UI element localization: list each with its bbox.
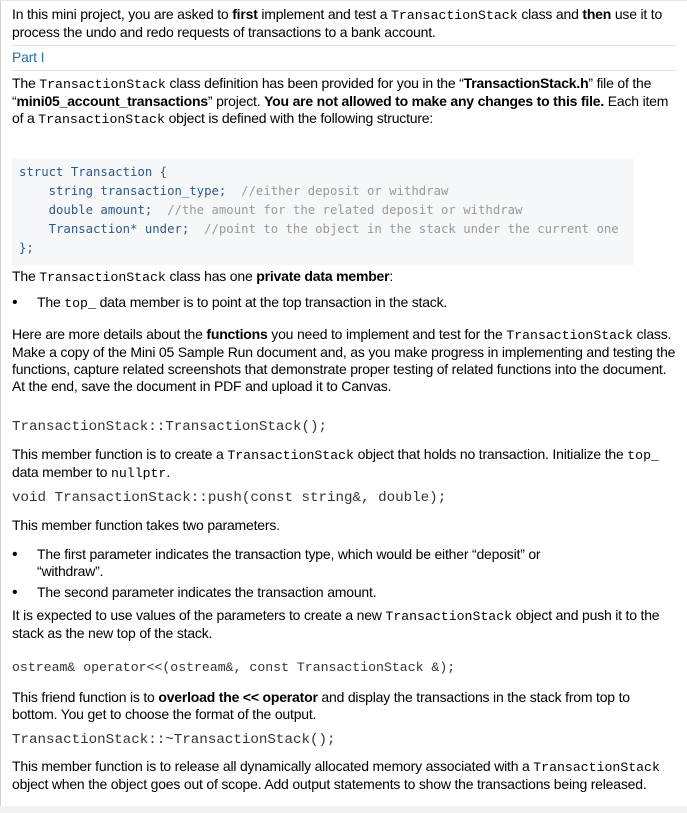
code-line: Transaction* under; //point to the object in the stack under the current one [19,222,619,236]
page-border [0,0,1,813]
code-comment: //the amount for the related deposit or withdraw [152,203,523,217]
constructor-description: This member function is to create a TransactionStack object that holds no transaction. Initialize the top_ data member to nullptr. [12,446,659,481]
part-heading: Part I [12,49,45,65]
push-param-bullet: The first parameter indicates the transaction type, which would be either “deposit” or “withdraw”. [37,546,541,579]
top-member-bullet: The top_ data member is to point at the top transaction in the stack. [37,294,448,311]
push-expectation-paragraph: It is expected to use values of the parameters to create a new TransactionStack object and push it to the stack as the new top of the stack. [12,607,660,641]
bullet-marker: • [12,584,18,601]
functions-details-paragraph: Here are more details about the functions you need to implement and test for the TransactionStack class. Make a copy of the Mini 05 Sample Run document and, as you make progress in implementing and testing the functions, capture related screenshots that demonstrate proper testing of related functions into the document. At the end, save the document in PDF and upload it to Canvas. [12,326,676,394]
private-member-paragraph: The TransactionStack class has one private data member: [12,268,394,285]
separator [12,45,676,46]
push-description: This member function takes two parameters. [12,517,280,533]
code-line: }; [19,241,34,255]
destructor-description: This member function is to release all dynamically allocated memory associated with a TransactionStack object when the object goes out of scope. Add output statements to show the transactions being released. [12,758,660,792]
operator-signature: ostream& operator<<(ostream&, const TransactionStack &); [12,660,456,675]
code-line: double amount; //the amount for the related deposit or withdraw [19,203,523,217]
bullet-marker: • [12,294,18,311]
definition-paragraph: The TransactionStack class definition has been provided for you in the “TransactionStack.h” file of the “mini05_account_transactions” project. You are not allowed to make any changes to this file. Each item of a TransactionStack object is defined with the following structure: [12,75,669,127]
push-param-bullet: The second parameter indicates the transaction amount. [37,584,377,600]
page-border-top [0,0,687,1]
page-bottom-edge [0,806,687,813]
constructor-signature: TransactionStack::TransactionStack(); [12,419,328,435]
code-comment: //either deposit or withdraw [226,184,449,198]
operator-description: This friend function is to overload the << operator and display the transactions in the stack from top to bottom. You get to choose the format of the output. [12,689,630,722]
separator [12,70,676,71]
code-comment: //point to the object in the stack under the current one [189,222,619,236]
code-block [12,159,634,265]
class-name-code: TransactionStack [391,8,518,23]
bullet-marker: • [12,546,18,563]
code-line: struct Transaction { [19,165,168,179]
destructor-signature: TransactionStack::~TransactionStack(); [12,732,336,748]
intro-paragraph: In this mini project, you are asked to first implement and test a TransactionStack class and then use it to process the undo and redo requests of transactions to a bank account. [12,6,663,40]
push-signature: void TransactionStack::push(const string&, double); [12,490,447,506]
code-line: string transaction_type; //either deposit or withdraw [19,184,449,198]
